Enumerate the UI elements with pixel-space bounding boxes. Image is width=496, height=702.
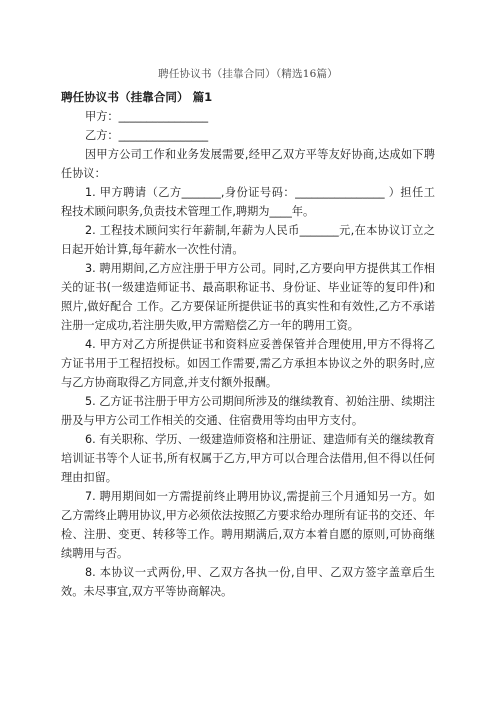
section-title: 聘任协议书（挂靠合同） 篇1 xyxy=(61,90,213,104)
party-a-line: 甲方：________________ xyxy=(85,110,209,123)
paragraph-intro: 因甲方公司工作和业务发展需要,经甲乙双方平等友好协商,达成如下聘任协议： xyxy=(61,148,435,180)
paragraph-clause-3: 3. 聘用期间,乙方应注册于甲方公司。同时,乙方要向甲方提供其工作相关的证书(一级建造师证书、最高职称证书、身份证、毕业证等的复印件)和照片,做好配合 工作。乙方要保证所提供证书的真实性和有效性,乙方不承诺注册一定成功,若注册失败,甲方需赔偿乙方一年的聘用工资。 xyxy=(61,262,435,332)
paragraph-clause-8: 8. 本协议一式两份,甲、乙双方各执一份,自甲、乙双方签字盖章后生效。未尽事宜,双方平等协商解决。 xyxy=(61,566,435,598)
paragraph-clause-4: 4. 甲方对乙方所提供证书和资料应妥善保管并合理使用,甲方不得将乙方证书用于工程招投标。如因工作需要,需乙方承担本协议之外的职务时,应与乙方协商取得乙方同意,并支付额外报酬。 xyxy=(61,338,435,389)
paragraph-clause-7: 7. 聘用期间如一方需提前终止聘用协议,需提前三个月通知另一方。如乙方需终止聘用协议,甲方必须依法按照乙方要求给办理所有证书的交还、年检、注册、变更、转移等工作。聘用期满后,双方本着自愿的原则,可协商继续聘用与否。 xyxy=(61,490,435,560)
paragraph-clause-5: 5. 乙方证书注册于甲方公司期间所涉及的继续教育、初始注册、续期注册及与甲方公司工作相关的交通、住宿费用等均由甲方支付。 xyxy=(61,395,435,427)
paragraph-clause-6: 6. 有关职称、学历、一级建造师资格和注册证、建造师有关的继续教育培训证书等个人证书,所有权属于乙方,甲方可以合理合法借用,但不得以任何理由扣留。 xyxy=(61,433,435,484)
party-b-line: 乙方：________________ xyxy=(85,129,209,142)
document-body xyxy=(61,88,435,601)
paragraph-clause-2: 2. 工程技术顾问实行年薪制,年薪为人民币_______元,在本协议订立之日起开始计算,每年薪水一次性付清。 xyxy=(61,224,435,256)
paragraph-clause-1: 1. 甲方聘请（乙方_______,身份证号码：________________ ）担任工程技术顾问职务,负责技术管理工作,聘期为____年。 xyxy=(61,186,435,218)
document-header: 聘任协议书（挂靠合同）（精选16篇） xyxy=(158,68,338,80)
